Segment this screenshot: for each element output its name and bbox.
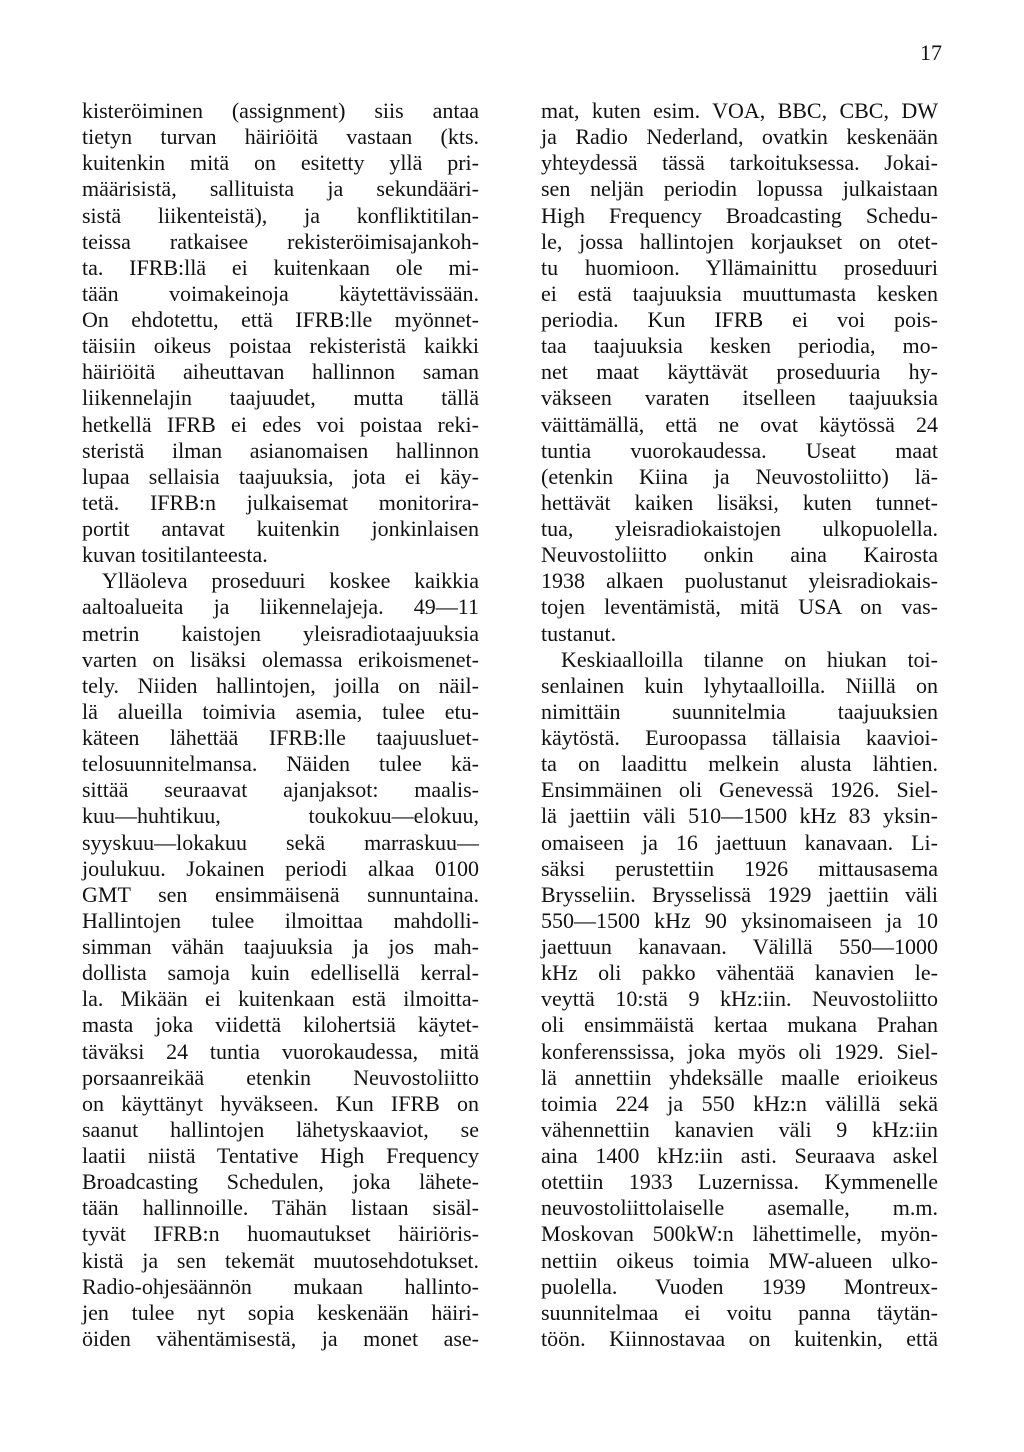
text-line: neuvostoliittolaiselle asemalle, m.m. bbox=[541, 1195, 938, 1221]
text-line: kHz oli pakko vähentää kanavien le- bbox=[541, 960, 938, 986]
text-line: metrin kaistojen yleisradiotaajuuksia bbox=[82, 620, 479, 646]
text-line: täisiin oikeus poistaa rekisteristä kaikki bbox=[82, 333, 479, 359]
text-line: nimittäin suunnitelmia taajuuksien bbox=[541, 698, 938, 724]
text-line: kuu—huhtikuu, toukokuu—elokuu, bbox=[82, 803, 479, 829]
text-line: syyskuu—lokakuu sekä marraskuu— bbox=[82, 829, 479, 855]
text-line: (etenkin Kiina ja Neuvostoliitto) lä- bbox=[541, 463, 938, 489]
text-line: teissa ratkaisee rekisteröimisajankoh- bbox=[82, 228, 479, 254]
text-line: määrisistä, sallituista ja sekundääri- bbox=[82, 176, 479, 202]
text-line: dollista samoja kuin edellisellä kerral- bbox=[82, 960, 479, 986]
text-line: senlainen kuin lyhytaalloilla. Niillä on bbox=[541, 672, 938, 698]
text-line: puolella. Vuoden 1939 Montreux- bbox=[541, 1273, 938, 1299]
text-line: yhteydessä tässä tarkoituksessa. Jokai- bbox=[541, 150, 938, 176]
text-line: on käyttänyt hyväkseen. Kun IFRB on bbox=[82, 1090, 479, 1116]
text-line: jen tulee nyt sopia keskenään häiri- bbox=[82, 1299, 479, 1325]
text-line: simman vähän taajuuksia ja jos mah- bbox=[82, 934, 479, 959]
text-line: tua, yleisradiokaistojen ulkopuolella. bbox=[541, 516, 938, 541]
text-line: taa taajuuksia kesken periodia, mo- bbox=[541, 333, 938, 359]
text-line: net maat käyttävät proseduuria hy- bbox=[541, 359, 938, 385]
text-line: le, jossa hallintojen korjaukset on otet- bbox=[541, 228, 938, 254]
text-line: Radio-ohjesäännön mukaan hallinto- bbox=[82, 1273, 479, 1299]
text-line: Moskovan 500kW:n lähettimelle, myön- bbox=[541, 1221, 938, 1247]
text-line: porsaanreikää etenkin Neuvostoliitto bbox=[82, 1064, 479, 1090]
text-line: On ehdotettu, että IFRB:lle myönnet- bbox=[82, 307, 479, 332]
text-line: laatii niistä Tentative High Frequency bbox=[82, 1143, 479, 1168]
text-line: omaiseen ja 16 jaettuun kanavaan. Li- bbox=[541, 829, 938, 855]
text-line: väittämällä, että ne ovat käytössä 24 bbox=[541, 411, 938, 437]
text-line: sittää seuraavat ajanjaksot: maalis- bbox=[82, 777, 479, 803]
text-line: steristä ilman asianomaisen hallinnon bbox=[82, 437, 479, 463]
text-line: kistä ja sen tekemät muutosehdotukset. bbox=[82, 1247, 479, 1273]
text-line: veyttä 10:stä 9 kHz:iin. Neuvostoliitto bbox=[541, 986, 938, 1012]
text-line: lupaa sellaisia taajuuksia, jota ei käy- bbox=[82, 463, 479, 489]
text-line: Brysseliin. Brysselissä 1929 jaettiin väli bbox=[541, 881, 938, 907]
text-line: töön. Kiinnostavaa on kuitenkin, että bbox=[541, 1325, 938, 1351]
text-line: ei estä taajuuksia muuttumasta kesken bbox=[541, 280, 938, 306]
text-line: täväksi 24 tuntia vuorokaudessa, mitä bbox=[82, 1038, 479, 1064]
text-line: portit antavat kuitenkin jonkinlaisen bbox=[82, 516, 479, 541]
text-line: joulukuu. Jokainen periodi alkaa 0100 bbox=[82, 855, 479, 881]
text-line: sistä liikenteistä), ja konfliktitilan- bbox=[82, 202, 479, 228]
text-line: la. Mikään ei kuitenkaan estä ilmoitta- bbox=[82, 986, 479, 1012]
text-line: GMT sen ensimmäisenä sunnuntaina. bbox=[82, 881, 479, 907]
text-line: lä alueilla toimivia asemia, tulee etu- bbox=[82, 698, 479, 724]
text-line: käytöstä. Euroopassa tällaisia kaavioi- bbox=[541, 725, 938, 750]
text-line: saanut hallintojen lähetyskaaviot, se bbox=[82, 1116, 479, 1142]
text-line: tu huomioon. Yllämainittu proseduuri bbox=[541, 254, 938, 280]
text-line: suunnitelmaa ei voitu panna täytän- bbox=[541, 1299, 938, 1325]
text-line: Broadcasting Schedulen, joka lähete- bbox=[82, 1169, 479, 1195]
text-line: Keskiaalloilla tilanne on hiukan toi- bbox=[561, 646, 938, 672]
text-line: jaettuun kanavaan. Välillä 550—1000 bbox=[541, 934, 938, 959]
left-text-column bbox=[82, 98, 479, 1352]
text-line: kuvan tositilanteesta. bbox=[82, 542, 268, 568]
text-line: nettiin oikeus toimia MW-alueen ulko- bbox=[541, 1247, 938, 1273]
text-line: tojen leventämistä, mitä USA on vas- bbox=[541, 594, 938, 620]
text-line: toimia 224 ja 550 kHz:n välillä sekä bbox=[541, 1090, 938, 1116]
text-line: konferenssissa, joka myös oli 1929. Siel- bbox=[541, 1038, 938, 1064]
text-line: säksi perustettiin 1926 mittausasema bbox=[541, 855, 938, 881]
text-line: Neuvostoliitto onkin aina Kairosta bbox=[541, 542, 938, 568]
text-line: Ensimmäinen oli Genevessä 1926. Siel- bbox=[541, 777, 938, 803]
text-line: tustanut. bbox=[541, 620, 617, 646]
text-line: tään voimakeinoja käytettävissään. bbox=[82, 280, 479, 306]
text-line: mat, kuten esim. VOA, BBC, CBC, DW bbox=[541, 98, 938, 123]
text-line: liikennelajin taajuudet, mutta tällä bbox=[82, 385, 479, 411]
text-line: sen neljän periodin lopussa julkaistaan bbox=[541, 176, 938, 202]
page-number: 17 bbox=[920, 40, 942, 65]
text-line: ta on laadittu melkein alusta lähtien. bbox=[541, 751, 938, 777]
text-line: hetkellä IFRB ei edes voi poistaa reki- bbox=[82, 411, 479, 437]
text-line: High Frequency Broadcasting Schedu- bbox=[541, 202, 938, 228]
text-line: hettävät kaiken lisäksi, kuten tunnet- bbox=[541, 489, 938, 515]
text-line: tely. Niiden hallintojen, joilla on näil- bbox=[82, 672, 479, 698]
text-line: öiden vähentämisestä, ja monet ase- bbox=[82, 1325, 479, 1351]
text-line: häiriöitä aiheuttavan hallinnon saman bbox=[82, 359, 479, 385]
text-line: kuitenkin mitä on esitetty yllä pri- bbox=[82, 150, 479, 176]
text-line: tuntia vuorokaudessa. Useat maat bbox=[541, 437, 938, 463]
text-line: lä annettiin yhdeksälle maalle erioikeus bbox=[541, 1064, 938, 1090]
text-line: otettiin 1933 Luzernissa. Kymmenelle bbox=[541, 1169, 938, 1195]
text-line: varten on lisäksi olemassa erikoismenet- bbox=[82, 646, 479, 672]
text-line: aina 1400 kHz:iin asti. Seuraava askel bbox=[541, 1143, 938, 1168]
text-line: vähennettiin kanavien väli 9 kHz:iin bbox=[541, 1116, 938, 1142]
text-line: tetä. IFRB:n julkaisemat monitorira- bbox=[82, 489, 479, 515]
text-line: ta. IFRB:llä ei kuitenkaan ole mi- bbox=[82, 254, 479, 280]
text-line: 1938 alkaen puolustanut yleisradiokais- bbox=[541, 568, 938, 594]
text-line: Ylläoleva proseduuri koskee kaikkia bbox=[102, 568, 479, 594]
text-line: ja Radio Nederland, ovatkin keskenään bbox=[541, 124, 938, 150]
text-line: kisteröiminen (assignment) siis antaa bbox=[82, 98, 479, 123]
right-text-column bbox=[541, 98, 938, 1352]
text-line: käteen lähettää IFRB:lle taajuusluet- bbox=[82, 725, 479, 750]
text-line: tietyn turvan häiriöitä vastaan (kts. bbox=[82, 124, 479, 150]
text-line: telosuunnitelmansa. Näiden tulee kä- bbox=[82, 751, 479, 777]
text-line: aaltoalueita ja liikennelajeja. 49—11 bbox=[82, 594, 479, 620]
text-line: väkseen varaten itselleen taajuuksia bbox=[541, 385, 938, 411]
text-line: tään hallinnoille. Tähän listaan sisäl- bbox=[82, 1195, 479, 1221]
text-line: lä jaettiin väli 510—1500 kHz 83 yksin- bbox=[541, 803, 938, 829]
text-line: Hallintojen tulee ilmoittaa mahdolli- bbox=[82, 907, 479, 933]
text-line: masta joka viidettä kilohertsiä käytet- bbox=[82, 1012, 479, 1038]
text-line: periodia. Kun IFRB ei voi pois- bbox=[541, 307, 938, 332]
text-line: oli ensimmäistä kertaa mukana Prahan bbox=[541, 1012, 938, 1038]
text-line: tyvät IFRB:n huomautukset häiriöris- bbox=[82, 1221, 479, 1247]
text-line: 550—1500 kHz 90 yksinomaiseen ja 10 bbox=[541, 907, 938, 933]
